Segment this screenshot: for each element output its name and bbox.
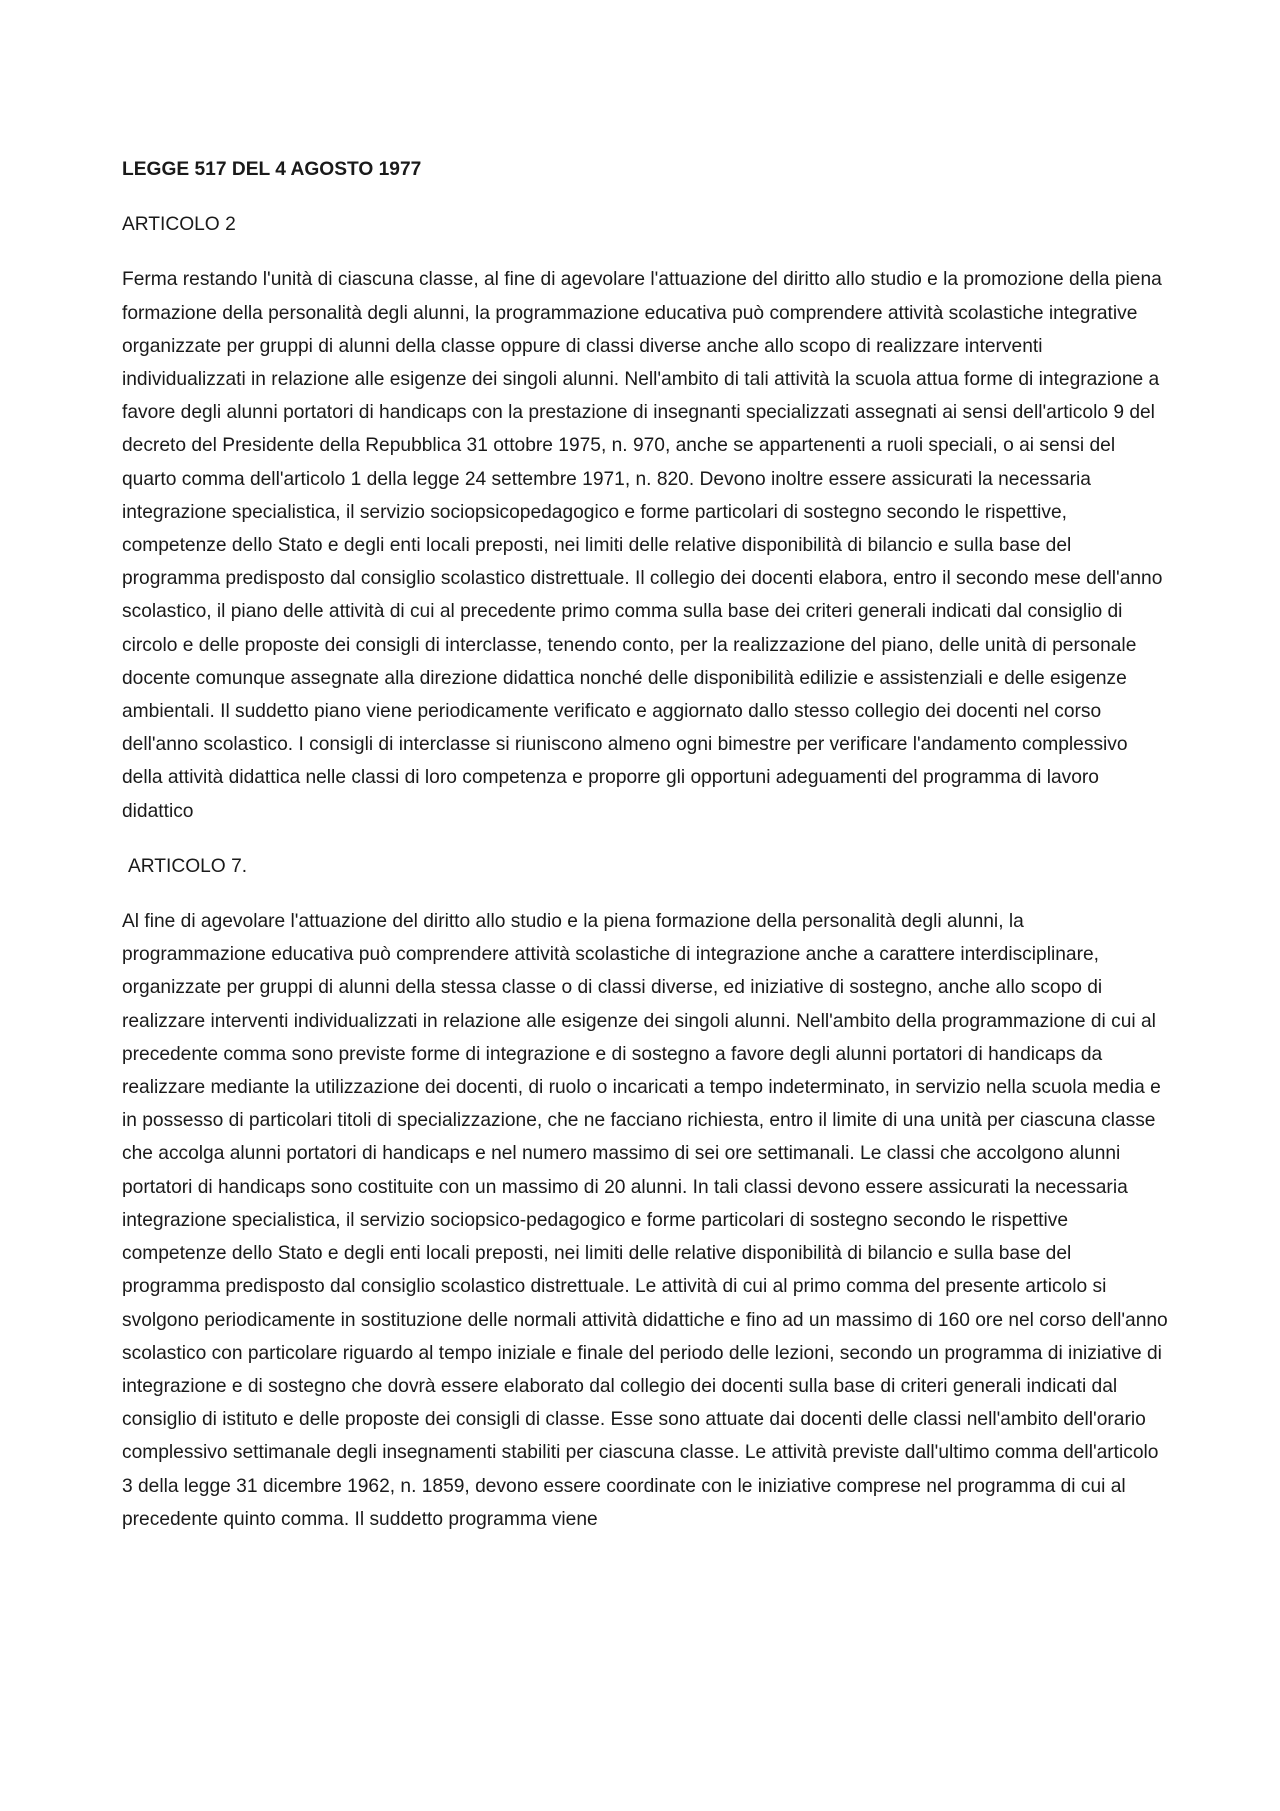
article-7-body: Al fine di agevolare l'attuazione del diritto allo studio e la piena formazione della personalità degli alunni, la programmazione educativa può comprendere attività scolastiche di integrazione anche a carattere interdisciplinare, organizzate per gruppi di alunni della stessa classe o di classi diverse, ed iniziative di sostegno, anche allo scopo di realizzare interventi individualizzati in relazione alle esigenze dei singoli alunni. Nell'ambito della programmazione di cui al precedente comma sono previste forme di integrazione e di sostegno a favore degli alunni portatori di handicaps da realizzare mediante la utilizzazione dei docenti, di ruolo o incaricati a tempo indeterminato, in servizio nella scuola media e in possesso di particolari titoli di specializzazione, che ne facciano richiesta, entro il limite di una unità per ciascuna classe che accolga alunni portatori di handicaps e nel numero massimo di sei ore settimanali. Le classi che accolgono alunni portatori di handicaps sono costituite con un massimo di 20 alunni. In tali classi devono essere assicurati la necessaria integrazione specialistica, il servizio sociopsico-pedagogico e forme particolari di sostegno secondo le rispettive competenze dello Stato e degli enti locali preposti, nei limiti delle relative disponibilità di bilancio e sulla base del programma predisposto dal consiglio scolastico distrettuale. Le attività di cui al primo comma del presente articolo si svolgono periodicamente in sostituzione delle normali attività didattiche e fino ad un massimo di 160 ore nel corso dell'anno scolastico con particolare riguardo al tempo iniziale e finale del periodo delle lezioni, secondo un programma di iniziative di integrazione e di sostegno che dovrà essere elaborato dal collegio dei docenti sulla base di criteri generali indicati dal consiglio di istituto e delle proposte dei consigli di classe. Esse sono attuate dai docenti delle classi nell'ambito dell'orario complessivo settimanale degli insegnamenti stabiliti per ciascuna classe. Le attività previste dall'ultimo comma dell'articolo 3 della legge 31 dicembre 1962, n. 1859, devono essere coordinate con le iniziative comprese nel programma di cui al precedente quinto comma. Il suddetto programma viene (122, 911, 1168, 1530)
article-2-heading: ARTICOLO 2 (122, 214, 236, 236)
article-2-body: Ferma restando l'unità di ciascuna classe, al fine di agevolare l'attuazione del diritto allo studio e la promozione della piena formazione della personalità degli alunni, la programmazione educativa può comprendere attività scolastiche integrative organizzate per gruppi di alunni della classe oppure di classi diverse anche allo scopo di realizzare interventi individualizzati in relazione alle esigenze dei singoli alunni. Nell'ambito di tali attività la scuola attua forme di integrazione a favore degli alunni portatori di handicaps con la prestazione di insegnanti specializzati assegnati ai sensi dell'articolo 9 del decreto del Presidente della Repubblica 31 ottobre 1975, n. 970, anche se appartenenti a ruoli speciali, o ai sensi del quarto comma dell'articolo 1 della legge 24 settembre 1971, n. 820. Devono inoltre essere assicurati la necessaria integrazione specialistica, il servizio sociopsicopedagogico e forme particolari di sostegno secondo le rispettive, competenze dello Stato e degli enti locali preposti, nei limiti delle relative disponibilità di bilancio e sulla base del programma predisposto dal consiglio scolastico distrettuale. Il collegio dei docenti elabora, entro il secondo mese dell'anno scolastico, il piano delle attività di cui al precedente primo comma sulla base dei criteri generali indicati dal consiglio di circolo e delle proposte dei consigli di interclasse, tenendo conto, per la realizzazione del piano, delle unità di personale docente comunque assegnate alla direzione didattica nonché delle disponibilità edilizie e assistenziali e delle esigenze ambientali. Il suddetto piano viene periodicamente verificato e aggiornato dallo stesso collegio dei docenti nel corso dell'anno scolastico. I consigli di interclasse si riuniscono almeno ogni bimestre per verificare l'andamento complessivo della attività didattica nelle classi di loro competenza e proporre gli opportuni adeguamenti del programma di lavoro didattico (122, 269, 1163, 822)
document-title: LEGGE 517 DEL 4 AGOSTO 1977 (122, 159, 422, 180)
document-content (122, 153, 1170, 1558)
article-7-heading: ARTICOLO 7. (128, 855, 248, 877)
